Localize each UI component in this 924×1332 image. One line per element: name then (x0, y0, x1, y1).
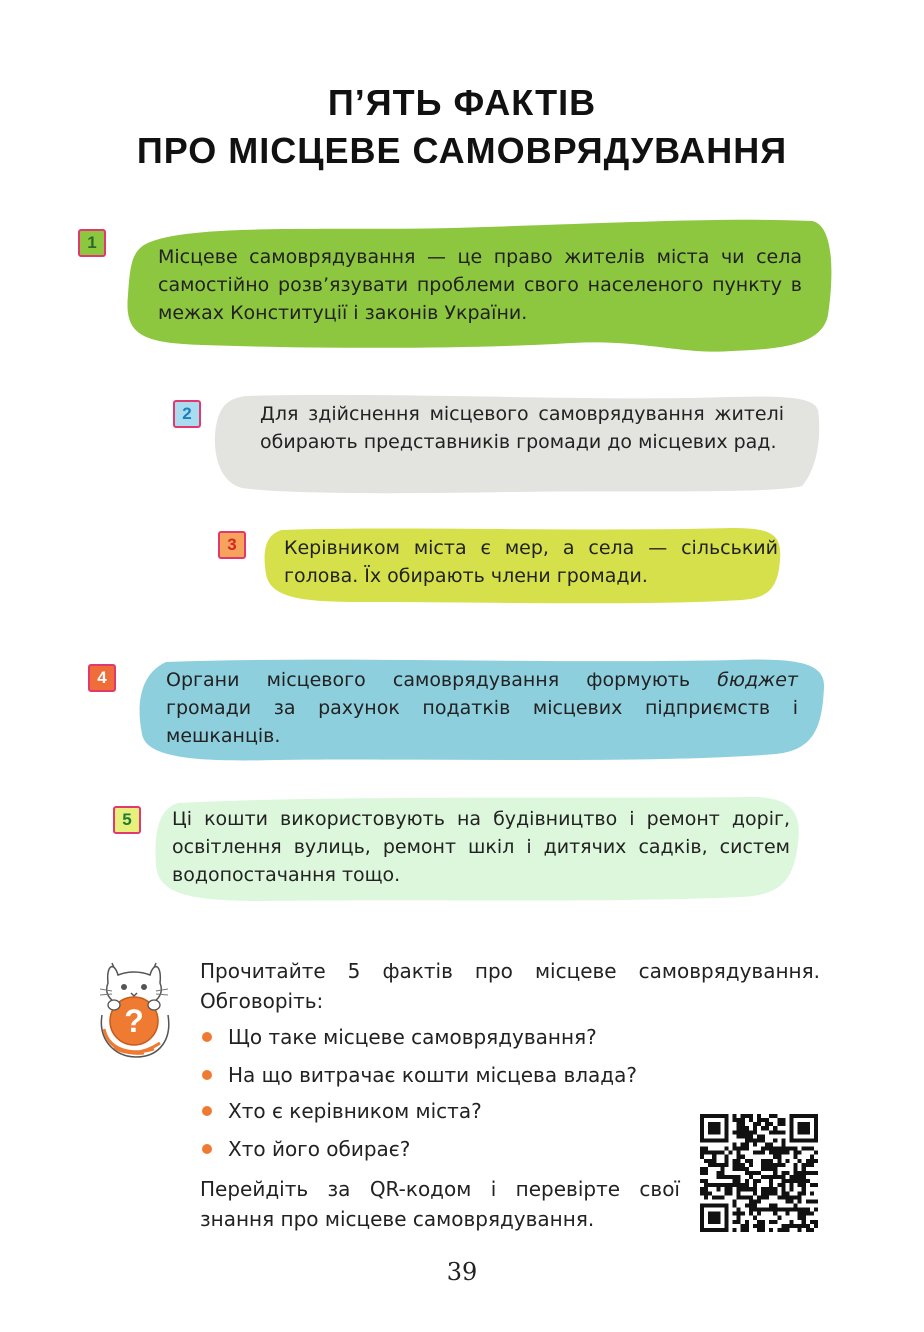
fact-number-badge-5 (113, 806, 141, 834)
budget-term: бюджет (717, 669, 798, 691)
fact-text-2: Для здійснення місцевого самоврядування жителі обирають представників громади до місцевих рад. (260, 403, 784, 453)
title-line-1: П’ЯТЬ ФАКТІВ (327, 82, 597, 123)
fact-number-badge-2 (173, 400, 201, 428)
fact-number-badge-4 (88, 664, 116, 692)
fact-text-1: Місцеве самоврядування — це право жителів міста чи села самостійно розв’язувати проблеми свого населеного пункту в межах Конституції і законів України. (158, 246, 802, 324)
bullet-icon (202, 1070, 212, 1080)
qr-instruction: Перейдіть за QR-кодом і перевірте свої знання про місцеве самоврядування. (200, 1177, 680, 1231)
bullet-icon (202, 1032, 212, 1042)
fact-number: 2 (182, 404, 192, 423)
fact-text-5: Ці кошти використовують на будівництво і ремонт доріг, освітлення вулиць, ремонт шкіл і дитячих садків, систем водопостачання тощо. (172, 808, 790, 886)
question-2: На що витрачає кошти місцева влада? (228, 1063, 637, 1087)
page-number: 39 (446, 1258, 478, 1286)
svg-text:?: ? (124, 1003, 144, 1039)
cat-question-icon (94, 955, 174, 1061)
bullet-icon (202, 1106, 212, 1116)
title-line-2: ПРО МІСЦЕВЕ САМОВРЯДУВАННЯ (136, 130, 788, 171)
fact-text-4-part-1: Органи місцевого самоврядування формують (166, 669, 718, 691)
fact-bubble-4 (136, 654, 828, 764)
fact-bubble-1 (122, 215, 834, 358)
fact-text-4-part-2: громади за рахунок податків місцевих підприємств і мешканців. (166, 697, 798, 747)
fact-number-badge-1 (78, 229, 106, 257)
fact-bubble-2 (212, 390, 820, 494)
question-3: Хто є керівником міста? (228, 1099, 482, 1123)
task-intro: Прочитайте 5 фактів про місцеве самоврядування. Обговоріть: (200, 959, 820, 1013)
fact-text-3: Керівником міста є мер, а села — сільський голова. Їх обирають члени громади. (284, 537, 778, 587)
fact-bubble-5 (152, 793, 802, 903)
bullet-icon (202, 1144, 212, 1154)
fact-number: 5 (122, 810, 132, 829)
fact-bubble-3 (262, 524, 786, 604)
question-4: Хто його обирає? (228, 1137, 411, 1161)
question-1: Що таке місцеве самоврядування? (228, 1025, 597, 1049)
fact-number: 3 (227, 535, 237, 554)
fact-text-4 (166, 666, 798, 750)
fact-number-badge-3 (218, 531, 246, 559)
fact-number: 4 (97, 668, 107, 687)
qr-code-icon[interactable] (700, 1114, 818, 1232)
fact-number: 1 (87, 233, 97, 252)
